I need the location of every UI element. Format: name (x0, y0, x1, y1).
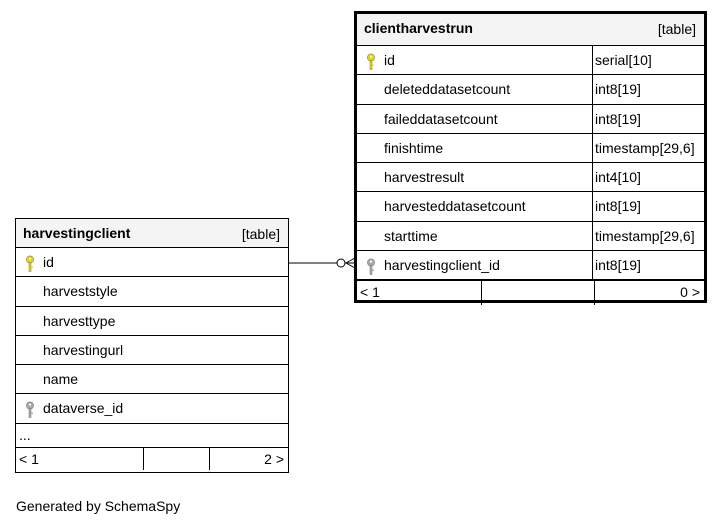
primary-key-icon (366, 53, 376, 71)
children-count[interactable]: 2 > (264, 450, 284, 467)
table-footer (16, 448, 288, 470)
column-row-harvestresult[interactable] (357, 163, 704, 192)
column-row-deleteddatasetcount[interactable] (357, 75, 704, 104)
column-type: int8[19] (595, 110, 641, 127)
column-row-faileddatasetcount[interactable] (357, 105, 704, 134)
column-name: finishtime (384, 139, 444, 156)
zero-optional-marker (337, 259, 345, 267)
table-name: clientharvestrun (364, 20, 473, 36)
column-name: id (43, 254, 54, 270)
column-type: serial[10] (595, 52, 652, 68)
parents-count[interactable]: < 1 (360, 284, 380, 301)
column-row-harvestingclient-id[interactable] (357, 251, 704, 280)
column-row-harvesteddatasetcount[interactable] (357, 192, 704, 221)
column-type: int8[19] (595, 198, 641, 215)
column-row-id[interactable] (357, 46, 704, 75)
column-name: harvestingclient_id (384, 257, 500, 274)
table-header[interactable] (16, 219, 288, 248)
column-name: deleteddatasetcount (384, 81, 511, 98)
column-row-id[interactable] (16, 248, 288, 277)
table-harvestingclient[interactable] (15, 218, 289, 473)
column-row-starttime[interactable] (357, 222, 704, 251)
foreign-key-icon (366, 258, 376, 276)
table-header[interactable] (357, 14, 704, 46)
foreign-key-icon (25, 401, 35, 419)
column-type: timestamp[29,6] (595, 227, 695, 244)
column-name: id (384, 52, 395, 68)
parents-count[interactable]: < 1 (19, 450, 39, 467)
column-row-harveststyle[interactable] (16, 277, 288, 306)
table-kind: [table] (241, 226, 280, 242)
column-row-name[interactable] (16, 365, 288, 394)
generated-by-label: Generated by SchemaSpy (16, 498, 181, 514)
table-footer (357, 280, 704, 305)
column-name: harveststyle (43, 283, 118, 300)
column-row-harvesttype[interactable] (16, 307, 288, 336)
column-name: harvesttype (43, 312, 116, 329)
column-type: timestamp[29,6] (595, 139, 695, 156)
column-name: name (43, 371, 79, 388)
children-count[interactable]: 0 > (680, 284, 700, 301)
table-name: harvestingclient (23, 225, 131, 241)
column-name: faileddatasetcount (384, 110, 498, 127)
primary-key-icon (25, 255, 35, 273)
column-name: harvesteddatasetcount (384, 198, 526, 215)
column-name: harvestingurl (43, 341, 124, 358)
column-type: int4[10] (595, 169, 641, 186)
more-columns-ellipsis: ... (16, 424, 288, 448)
column-name: starttime (384, 227, 438, 244)
column-row-harvestingurl[interactable] (16, 336, 288, 365)
column-type: int8[19] (595, 257, 641, 274)
column-name: dataverse_id (43, 400, 124, 417)
column-row-dataverse-id[interactable] (16, 394, 288, 423)
column-row-finishtime[interactable] (357, 134, 704, 163)
column-type: int8[19] (595, 81, 641, 98)
table-kind: [table] (657, 21, 696, 37)
table-clientharvestrun[interactable] (354, 11, 707, 303)
column-name: harvestresult (384, 169, 465, 186)
